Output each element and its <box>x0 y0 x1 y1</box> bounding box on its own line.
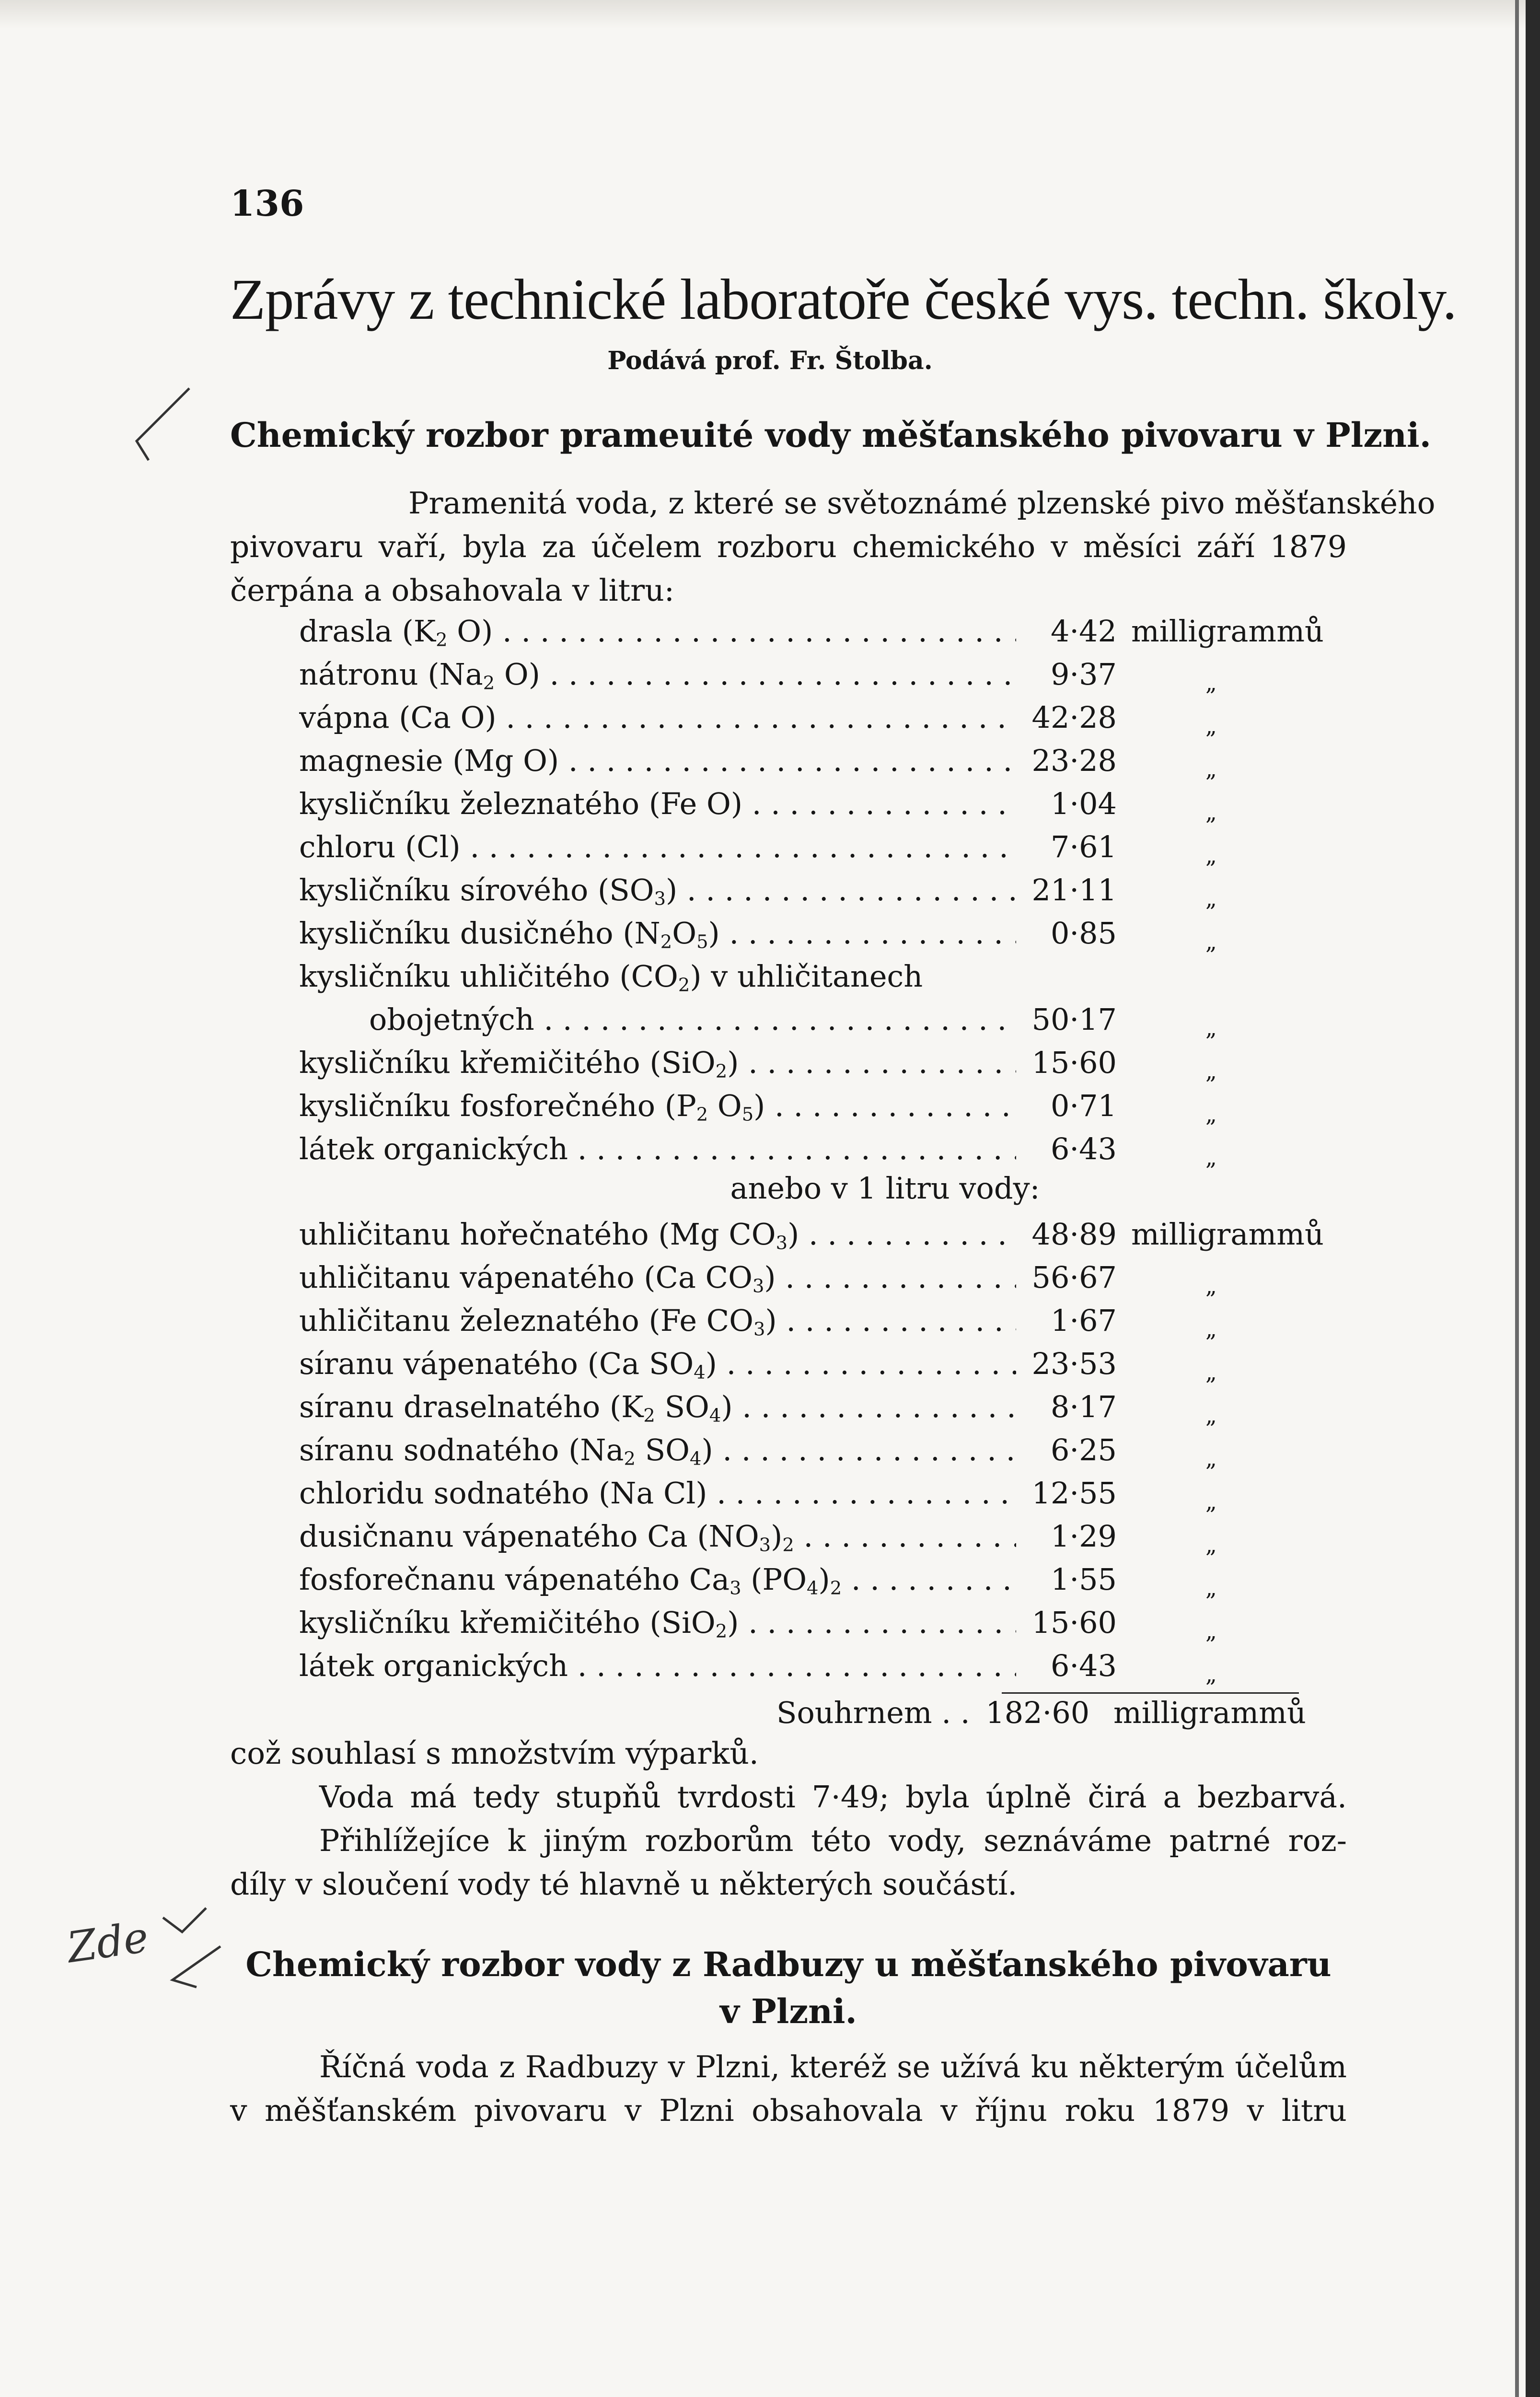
table-row <box>230 1558 1347 1601</box>
row-label: uhličitanu železnatého (Fe $CO_3$) . . . <box>299 1299 1248 1342</box>
table-row <box>230 955 1347 998</box>
row-value: 23·53 <box>1031 1346 1117 1381</box>
table-row <box>230 739 1347 782</box>
row-value: 8·17 <box>1050 1389 1117 1424</box>
table-row <box>230 1084 1347 1128</box>
row-value: 23·28 <box>1031 743 1117 778</box>
byline: Podává prof. Fr. Štolba. <box>607 346 933 375</box>
table-row <box>230 826 1347 869</box>
row-unit: „ <box>1205 799 1217 825</box>
row-label: fosforečnanu vápenatého $Ca_3$ $(PO_4)_2$ . . . <box>299 1558 1248 1601</box>
row-value: 12·55 <box>1031 1476 1117 1511</box>
table-row <box>230 998 1347 1041</box>
row-label: kysličníku dusičného $(N_2O_5)$ . . . <box>299 912 1248 955</box>
table-subheading: anebo v 1 litru vody: <box>730 1171 1040 1206</box>
row-label: síranu draselnatého ($K_2$ $SO_4$) . . . <box>299 1385 1248 1429</box>
table-row <box>230 1041 1347 1084</box>
row-value: 1·67 <box>1050 1303 1117 1338</box>
margin-note: Zde <box>64 1912 151 1973</box>
row-value-cell <box>1016 1213 1333 1256</box>
row-label: kysličníku křemičitého (SiO$_2$) . . . <box>299 1601 1248 1644</box>
row-value: 42·28 <box>1031 700 1117 735</box>
row-label: síranu sodnatého ($Na_2$ $SO_4$) . . . <box>299 1429 1248 1472</box>
row-value: 50·17 <box>1031 1002 1117 1037</box>
closing-line-4: díly v sloučení vody té hlavně u některých součástí. <box>230 1867 1018 1902</box>
table-row <box>230 1644 1347 1687</box>
row-unit: „ <box>1205 1618 1217 1644</box>
table-row <box>230 912 1347 955</box>
section2-body-line-1: Říčná voda z Radbuzy v Plzni, kteréž se užívá ku některým účelům <box>319 2049 1347 2084</box>
total-unit: milligrammů <box>1113 1695 1306 1730</box>
row-value-cell <box>1016 610 1333 653</box>
row-value: 48·89 <box>1031 1217 1117 1252</box>
row-value: 7·61 <box>1050 829 1117 864</box>
row-value: 21·11 <box>1031 873 1117 908</box>
row-unit: „ <box>1205 1273 1217 1299</box>
row-label: kysličníku křemičitého (SiO$_2$) . . . <box>299 1041 1248 1084</box>
row-unit: milligrammů <box>1131 614 1324 649</box>
row-unit: „ <box>1205 1316 1217 1342</box>
row-label: drasla ($K_2$ O) . . . <box>299 610 1248 653</box>
row-value: 6·43 <box>1050 1131 1117 1166</box>
row-label: kysličníku sírového $(SO_3)$ . . . <box>299 869 1248 912</box>
row-value: 1·55 <box>1050 1562 1117 1597</box>
table-row <box>230 1601 1347 1644</box>
salts-table <box>230 1213 1347 1687</box>
table-row <box>230 1385 1347 1429</box>
row-unit: „ <box>1205 1532 1217 1558</box>
section1-intro-line-1: Pramenitá voda, z které se světoznámé plzenské pivo měšťanského <box>408 486 1436 521</box>
row-label: kysličníku uhličitého $(CO_2)$ v uhličitanech <box>299 959 923 996</box>
row-value: 6·43 <box>1050 1648 1117 1683</box>
table-row <box>230 696 1347 739</box>
row-label: vápna (Ca O) . . . <box>299 696 1248 739</box>
row-label: síranu vápenatého (Ca $SO_4$) . . . <box>299 1342 1248 1385</box>
closing-line-2: Voda má tedy stupňů tvrdosti 7·49; byla úplně čirá a bezbarvá. <box>319 1780 1347 1815</box>
row-value: 6·25 <box>1050 1432 1117 1467</box>
row-unit: „ <box>1205 713 1217 739</box>
row-value: 1·29 <box>1050 1519 1117 1554</box>
row-unit: „ <box>1205 929 1217 954</box>
section1-intro-line-2: pivovaru vaří, byla za účelem rozboru chemického v měsíci září 1879 <box>230 529 1347 564</box>
row-label: uhličitanu hořečnatého (Mg $CO_3$) . . . <box>299 1213 1248 1256</box>
table-row <box>230 1429 1347 1472</box>
row-unit: „ <box>1205 1101 1217 1127</box>
row-unit: „ <box>1205 885 1217 911</box>
row-value: 56·67 <box>1031 1260 1117 1295</box>
table-row <box>230 782 1347 826</box>
section2-heading-line-1: Chemický rozbor vody z Radbuzy u měšťanského pivovaru <box>245 1944 1332 1984</box>
total-label: Souhrnem . . <box>776 1695 970 1730</box>
section1-intro-line-3: čerpána a obsahovala v litru: <box>230 573 675 608</box>
table-row <box>230 653 1347 696</box>
row-unit: „ <box>1205 1489 1217 1514</box>
closing-line-3: Přihlížejíce k jiným rozborům této vody, seznáváme patrné roz- <box>319 1823 1347 1858</box>
table-row <box>230 1128 1347 1171</box>
row-value: 0·85 <box>1050 916 1117 951</box>
row-value: 15·60 <box>1031 1605 1117 1640</box>
section2-heading-line-2: v Plzni. <box>720 1991 857 2031</box>
pencil-check-icon-2 <box>153 1898 230 1994</box>
page-number: 136 <box>230 183 304 224</box>
table-row <box>230 1342 1347 1385</box>
row-label: látek organických . . . <box>299 1644 1248 1687</box>
row-value: 9·37 <box>1050 657 1117 692</box>
table-row <box>230 1515 1347 1558</box>
table-row <box>230 1472 1347 1515</box>
table-row <box>230 610 1347 653</box>
row-unit: „ <box>1205 842 1217 868</box>
row-label: nátronu ($Na_2$ O) . . . <box>299 653 1248 696</box>
row-value: 1·04 <box>1050 786 1117 821</box>
row-unit: „ <box>1205 1402 1217 1428</box>
row-unit: „ <box>1205 1144 1217 1170</box>
table-row <box>230 1213 1347 1256</box>
row-unit: „ <box>1205 756 1217 782</box>
row-unit: milligrammů <box>1131 1217 1324 1252</box>
closing-line-1: což souhlasí s množstvím výparků. <box>230 1736 759 1771</box>
row-label: chloru (Cl) . . . <box>299 826 1248 869</box>
scan-top-shadow <box>0 0 1540 29</box>
row-unit: „ <box>1205 1058 1217 1084</box>
total-row <box>776 1691 1306 1734</box>
table-row <box>230 1299 1347 1342</box>
row-unit: „ <box>1205 670 1217 696</box>
row-unit: „ <box>1205 1445 1217 1471</box>
row-label: dusičnanu vápenatého Ca $(NO_3)_2$ . . . <box>299 1515 1248 1558</box>
row-value: 0·71 <box>1050 1088 1117 1123</box>
row-value: 15·60 <box>1031 1045 1117 1080</box>
row-unit: „ <box>1205 1359 1217 1385</box>
row-value: 4·42 <box>1050 614 1117 649</box>
row-label: kysličníku železnatého (Fe O) . . . <box>299 782 1248 826</box>
row-label: chloridu sodnatého (Na Cl) . . . <box>299 1472 1248 1515</box>
row-label: magnesie (Mg O) . . . <box>299 739 1248 782</box>
row-label: kysličníku fosforečného ($P_2$ $O_5$) . . . <box>299 1084 1248 1128</box>
row-unit: „ <box>1205 1661 1217 1687</box>
total-value: 182·60 <box>985 1695 1090 1730</box>
row-label: obojetných . . . <box>369 998 1318 1041</box>
row-label: uhličitanu vápenatého (Ca $CO_3$) . . . <box>299 1256 1248 1299</box>
pencil-check-icon <box>122 384 199 470</box>
section2-body-line-2: v měšťanském pivovaru v Plzni obsahovala v říjnu roku 1879 v litru <box>230 2093 1347 2128</box>
section1-heading: Chemický rozbor prameuité vody měšťanského pivovaru v Plzni. <box>230 415 1431 455</box>
page-title: Zprávy z technické laboratoře české vys. techn. školy. <box>230 268 1457 332</box>
row-unit: „ <box>1205 1015 1217 1041</box>
row-unit: „ <box>1205 1575 1217 1601</box>
table-row <box>230 1256 1347 1299</box>
composition-table <box>230 610 1347 1171</box>
row-label: látek organických . . . <box>299 1128 1248 1171</box>
row-value-cell <box>1016 1644 1333 1696</box>
table-row <box>230 869 1347 912</box>
